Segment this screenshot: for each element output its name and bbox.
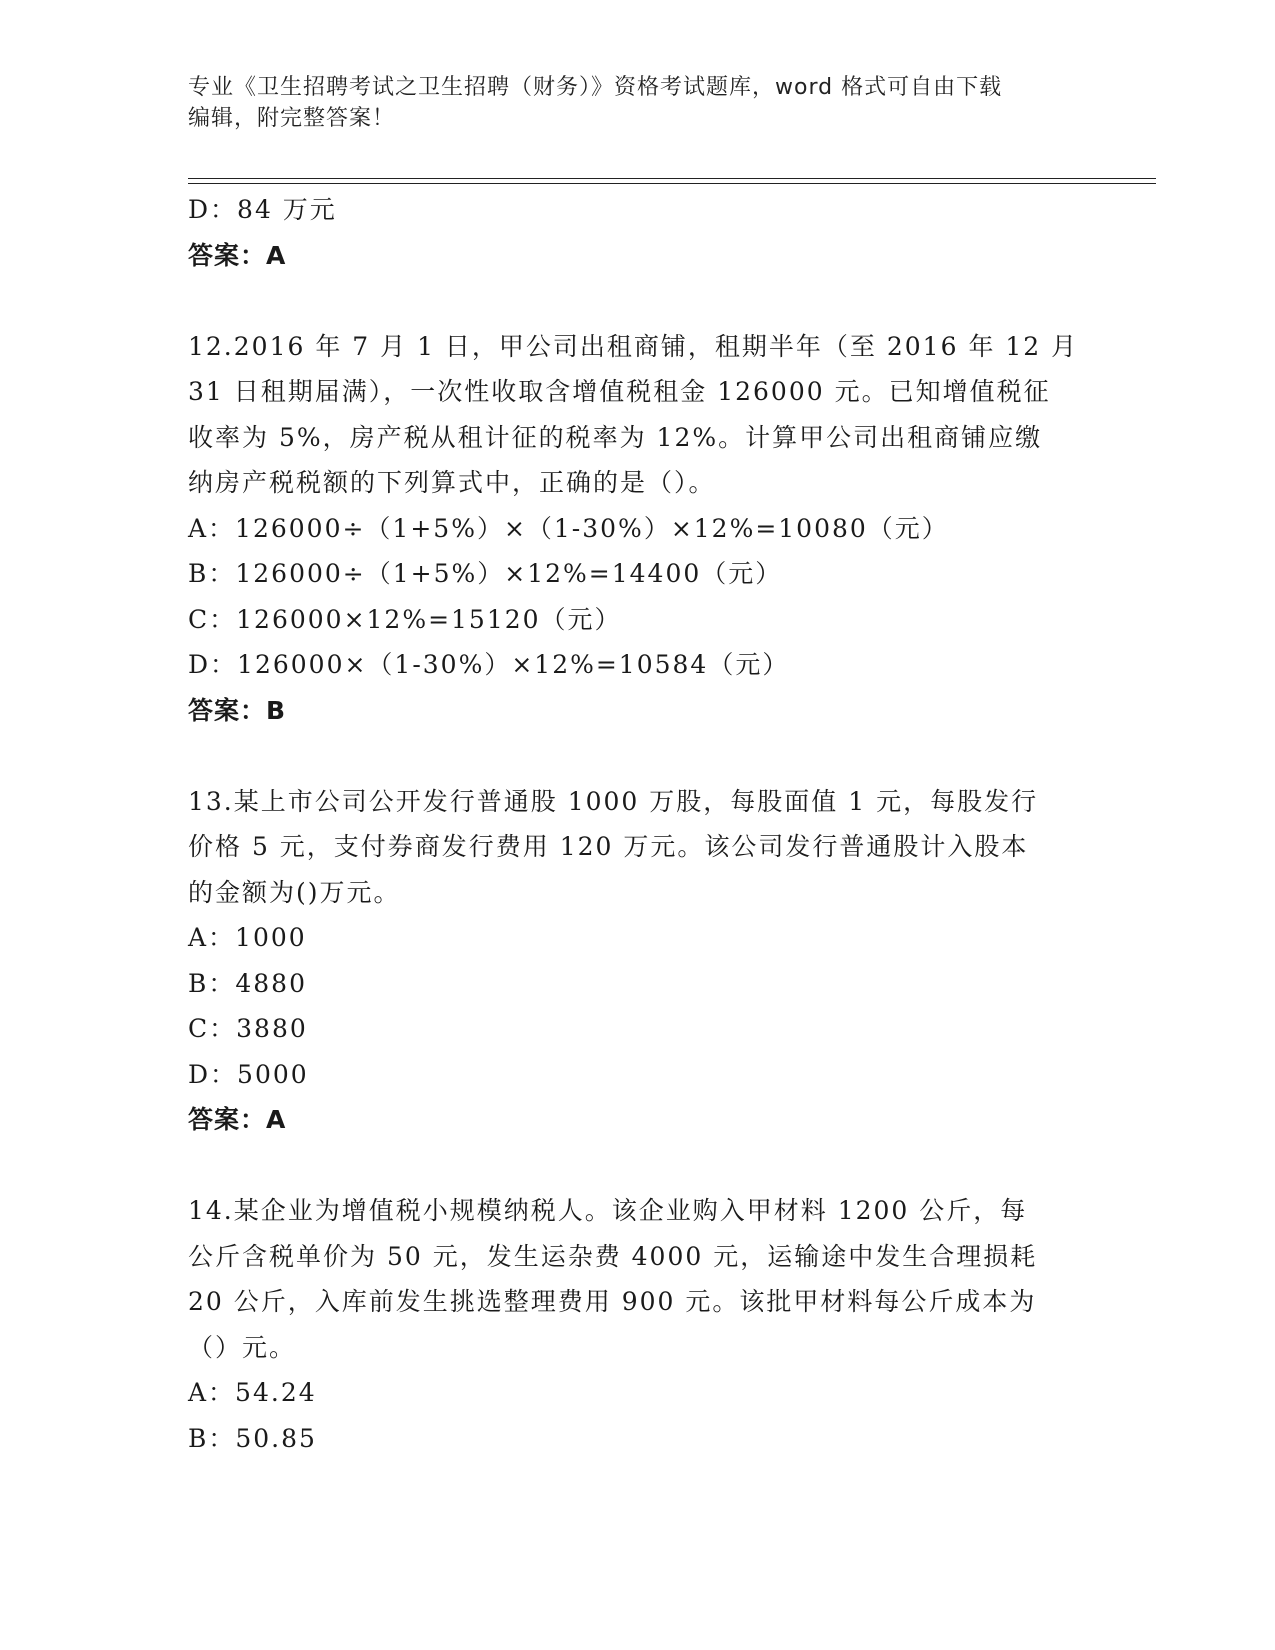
option-c: C：126000×12%=15120（元） [188, 604, 622, 634]
question-text-line: 20 公斤，入库前发生挑选整理费用 900 元。该批甲材料每公斤成本为 [188, 1287, 1037, 1316]
question-text-line: 的金额为()万元。 [188, 877, 401, 907]
page-header [188, 72, 1088, 134]
header-line-1: 专业《卫生招聘考试之卫生招聘（财务）》资格考试题库，word 格式可自由下载 [188, 75, 1003, 100]
question-12 [188, 324, 1088, 734]
option-b: B：50.85 [188, 1423, 317, 1453]
option-d: D：5000 [188, 1059, 309, 1089]
spacer [188, 733, 1088, 779]
option-c: C：3880 [188, 1014, 308, 1043]
header-line-2: 编辑，附完整答案！ [188, 106, 396, 131]
question-text-line: 13.某上市公司公开发行普通股 1000 万股，每股面值 1 元，每股发行 [188, 786, 1039, 816]
question-text-line: 收率为 5%，房产税从租计征的税率为 12%。计算甲公司出租商铺应缴 [188, 422, 1043, 452]
spacer [188, 1143, 1088, 1189]
question-text-line: 31 日租期届满），一次性收取含增值税租金 126000 元。已知增值税征 [188, 377, 1051, 406]
question-14 [188, 1188, 1088, 1461]
spacer [188, 278, 1088, 324]
question-text-line: （）元。 [188, 1332, 297, 1362]
answer-label: 答案：A [188, 1105, 287, 1134]
header-rule-top [188, 178, 1156, 179]
question-text-line: 纳房产税税额的下列算式中，正确的是（）。 [188, 468, 716, 497]
option-d: D：126000×（1-30%）×12%=10584（元） [188, 650, 790, 679]
prev-answer: 答案：A [188, 240, 287, 270]
question-text-line: 价格 5 元，支付券商发行费用 120 万元。该公司发行普通股计入股本 [188, 832, 1029, 861]
question-content [188, 187, 1088, 1461]
prev-option-d: D：84 万元 [188, 195, 337, 224]
question-13 [188, 779, 1088, 1143]
option-a: A：54.24 [188, 1378, 317, 1407]
option-b: B：126000÷（1+5%）×12%=14400（元） [188, 559, 783, 588]
option-a: A：1000 [188, 923, 307, 952]
answer-label: 答案：B [188, 695, 287, 725]
question-text-line: 14.某企业为增值税小规模纳税人。该企业购入甲材料 1200 公斤，每 [188, 1196, 1028, 1225]
question-text-line: 公斤含税单价为 50 元，发生运杂费 4000 元，运输途中发生合理损耗 [188, 1241, 1038, 1271]
question-text-line: 12.2016 年 7 月 1 日，甲公司出租商铺，租期半年（至 2016 年 12 月 [188, 331, 1079, 361]
option-a: A：126000÷（1+5%）×（1-30%）×12%=10080（元） [188, 513, 949, 543]
header-rule-bottom [188, 183, 1156, 184]
option-b: B：4880 [188, 968, 307, 998]
